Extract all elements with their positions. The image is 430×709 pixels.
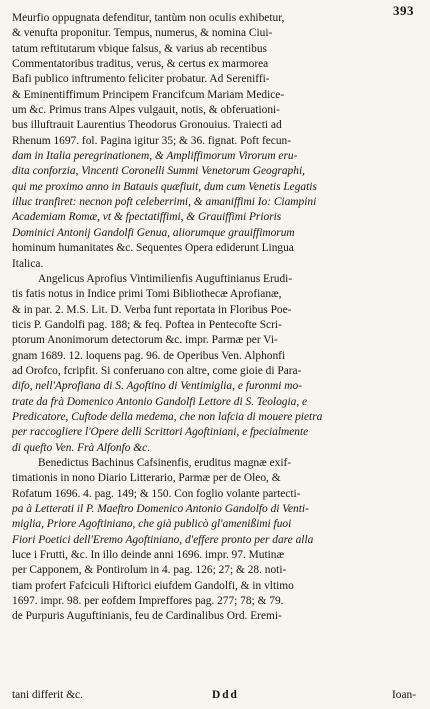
text-line: tis fatis notus in Indice primi Tomi Bibliothecæ Aprofianæ,: [12, 288, 282, 301]
text-line: Academiam Romæ, vt & fpectatiffimi, & Grauiffimi Prioris: [12, 211, 282, 224]
text-line: 1697. impr. 98. per eofdem Impreffores pag. 277; 78; & 79.: [12, 595, 284, 608]
text-line: miglia, Priore Agoftiniano, che già publicò gl'amenißimi fuoi: [12, 518, 292, 531]
text-line: trate da frà Domenico Antonio Gandolfi Lettore di S. Teologia, e: [12, 395, 308, 408]
text-line: tiam profert Fafciculi Hiftorici eiufdem Gandolfi, & in vltimo: [12, 579, 294, 592]
text-line: ad Orofco, fcripfit. Si conferuano con altre, come gioie di Para-: [12, 364, 302, 377]
catchword: Ioan-: [391, 689, 416, 701]
text-line: per Capponem, & Pontirolum in 4. pag. 126; 27; & 28. noti-: [12, 564, 287, 577]
text-line: dita conforzia, Vincenti Coronelli Summi Venetorum Geographi,: [12, 165, 305, 178]
text-line: Fiori Poetici dell'Eremo Agoftiniano, d'effere pronto per dare alla: [12, 533, 314, 546]
text-line: di quefto Ven. Frà Alfonfo &c.: [12, 441, 151, 454]
text-line: Rhenum 1697. fol. Pagina igitur 35; & 36. fignat. Poft fecun-: [12, 134, 292, 147]
text-line: hominum humanitates &c. Sequentes Opera ediderunt Lingua: [12, 242, 294, 255]
text-line: ptorum Anonimorum detectorum &c. impr. Parmæ per Vi-: [12, 334, 278, 347]
signature-mark: Ddd: [212, 689, 239, 701]
text-line: Predicatore, Cuftode della medema, che non lafcia di mouere pietra: [12, 410, 323, 423]
text-line: & Eminentiffimum Principem Francifcum Mariam Medice-: [12, 88, 285, 101]
text-line: dam in Italia peregrinationem, & Ampliffimorum Virorum eru-: [12, 150, 298, 163]
text-line: ticis P. Gandolfi pag. 188; & feq. Poftea in Pentecofte Scri-: [12, 318, 282, 331]
text-line: per raccogliere l'Opere delli Scrittori Agoftiniani, e fpecialmente: [12, 426, 309, 439]
text-line: um &c. Primus trans Alpes vulgauit, notis, & obferuationi-: [12, 104, 280, 117]
footer-last-line: tani differit &c.: [12, 689, 83, 701]
text-line: difo, nell'Aprofiana di S. Agoftino di Ventimiglia, e furonmi mo-: [12, 380, 302, 393]
text-line: & venufta proponitur. Tempus, numerus, & nomina Ciui-: [12, 27, 273, 40]
text-line: bus illuftrauit Laurentius Theodorus Gronouius. Traiecti ad: [12, 119, 282, 132]
text-line: timationis in nono Diario Litterario, Parmæ per de Oleo, &: [12, 472, 281, 485]
text-line: qui me proximo anno in Batauis quæfiuit, dum cum Venetis Legatis: [12, 180, 317, 193]
text-line: gnam 1689. 12. loquens pag. 96. de Operibus Ven. Alphonfi: [12, 349, 286, 362]
text-line: & in par. 2. M.S. Lit. D. Verba funt reportata in Floribus Poe-: [12, 303, 292, 316]
body-text: [12, 11, 418, 625]
text-line: Bafi publico inftrumento feliciter probatur. Ad Sereniffi-: [12, 73, 270, 86]
text-line: tatum reftitutarum vbique falsus, & varius ab recentibus: [12, 42, 267, 55]
text-line: Dominici Antonij Gandolfi Genua, aliorumque grauiffimorum: [12, 226, 295, 239]
text-line: Italica.: [12, 257, 44, 270]
text-line: illuc tranfiret: necnon poft celeberrimi, & amaniffimi Io: Ciampini: [12, 196, 317, 209]
text-line: Commentatoribus traditus, verus, & certus ex marmorea: [12, 58, 269, 71]
text-line: de Purpuris Auguftinianis, feu de Cardinalibus Ord. Eremi-: [12, 610, 282, 623]
text-line: luce i Frutti, &c. In illo deinde anni 1696. impr. 97. Mutinæ: [12, 549, 285, 562]
text-line: Meurfio oppugnata defenditur, tantùm non oculis exhibetur,: [12, 12, 285, 24]
text-line: Benedictus Bachinus Cafsinenfis, eruditus magnæ exif-: [38, 456, 292, 469]
text-line: Rofatum 1696. 4. pag. 149; & 150. Con foglio volante partecti-: [12, 487, 301, 500]
text-line: Angelicus Aprofius Vintimilienfis Auguftinianus Erudi-: [38, 272, 293, 285]
page-number: 393: [393, 3, 414, 18]
text-line: pa à Letterati il P. Maeftro Domenico Antonio Gandolfo di Venti-: [12, 503, 309, 515]
page-footer: [12, 688, 416, 703]
